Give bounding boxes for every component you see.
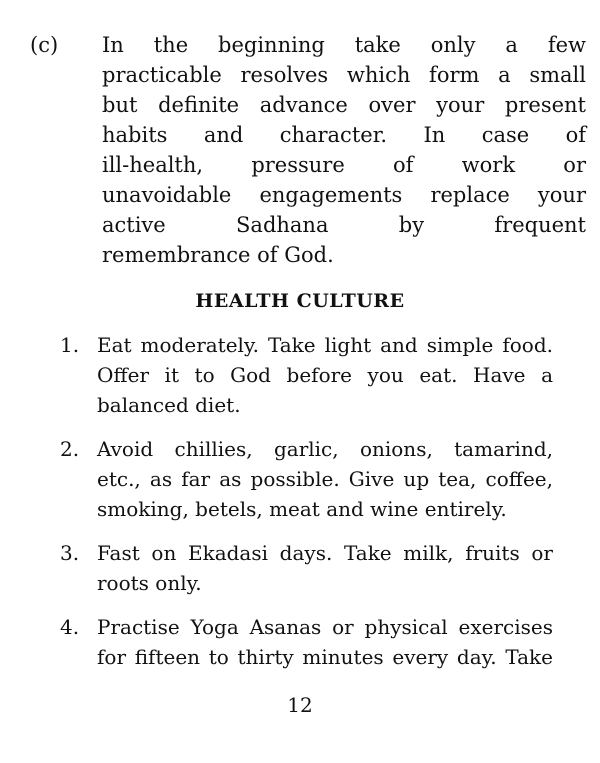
- list-item-number: 2.: [60, 437, 80, 461]
- list-item-line: Avoid chillies, garlic, onions, tamarind,: [97, 437, 553, 461]
- list-item-number: 4.: [60, 615, 80, 639]
- page-number: 12: [287, 693, 313, 717]
- list-item-text: [97, 538, 553, 598]
- paragraph-line: but definite advance over your present: [102, 93, 586, 117]
- paragraph-line: habits and character. In case of: [102, 123, 586, 147]
- paragraph-line: In the beginning take only a few: [102, 33, 586, 57]
- list-item-number: 3.: [60, 541, 80, 565]
- numbered-list: [0, 330, 600, 686]
- list-item-line: Practise Yoga Asanas or physical exercises: [97, 615, 553, 639]
- list-item-line: roots only.: [97, 571, 202, 595]
- list-item-line: etc., as far as possible. Give up tea, coffee,: [97, 467, 553, 491]
- list-item-line: Eat moderately. Take light and simple food.: [97, 333, 553, 357]
- paragraph-line: active Sadhana by frequent: [102, 213, 586, 237]
- list-item: [0, 538, 600, 598]
- list-item-line: for fifteen to thirty minutes every day. Take: [97, 645, 553, 669]
- list-item-line: Fast on Ekadasi days. Take milk, fruits or: [97, 541, 553, 565]
- paragraph-line: ill-health, pressure of work or: [102, 153, 586, 177]
- paragraph-line: practicable resolves which form a small: [102, 63, 586, 87]
- list-item-line: Offer it to God before you eat. Have a: [97, 363, 553, 387]
- section-heading: HEALTH CULTURE: [195, 290, 405, 312]
- paragraph-label: (c): [30, 33, 59, 57]
- list-item: [0, 612, 600, 672]
- list-item-text: [97, 434, 553, 524]
- list-item-line: smoking, betels, meat and wine entirely.: [97, 497, 507, 521]
- list-item: [0, 434, 600, 524]
- list-item-line: balanced diet.: [97, 393, 241, 417]
- list-item-text: [97, 612, 553, 672]
- paragraph-line: unavoidable engagements replace your: [102, 183, 586, 207]
- list-item-text: [97, 330, 553, 420]
- paragraph-body: [102, 30, 586, 270]
- paragraph-line: remembrance of God.: [102, 243, 334, 267]
- list-item-number: 1.: [60, 333, 80, 357]
- list-item: [0, 330, 600, 420]
